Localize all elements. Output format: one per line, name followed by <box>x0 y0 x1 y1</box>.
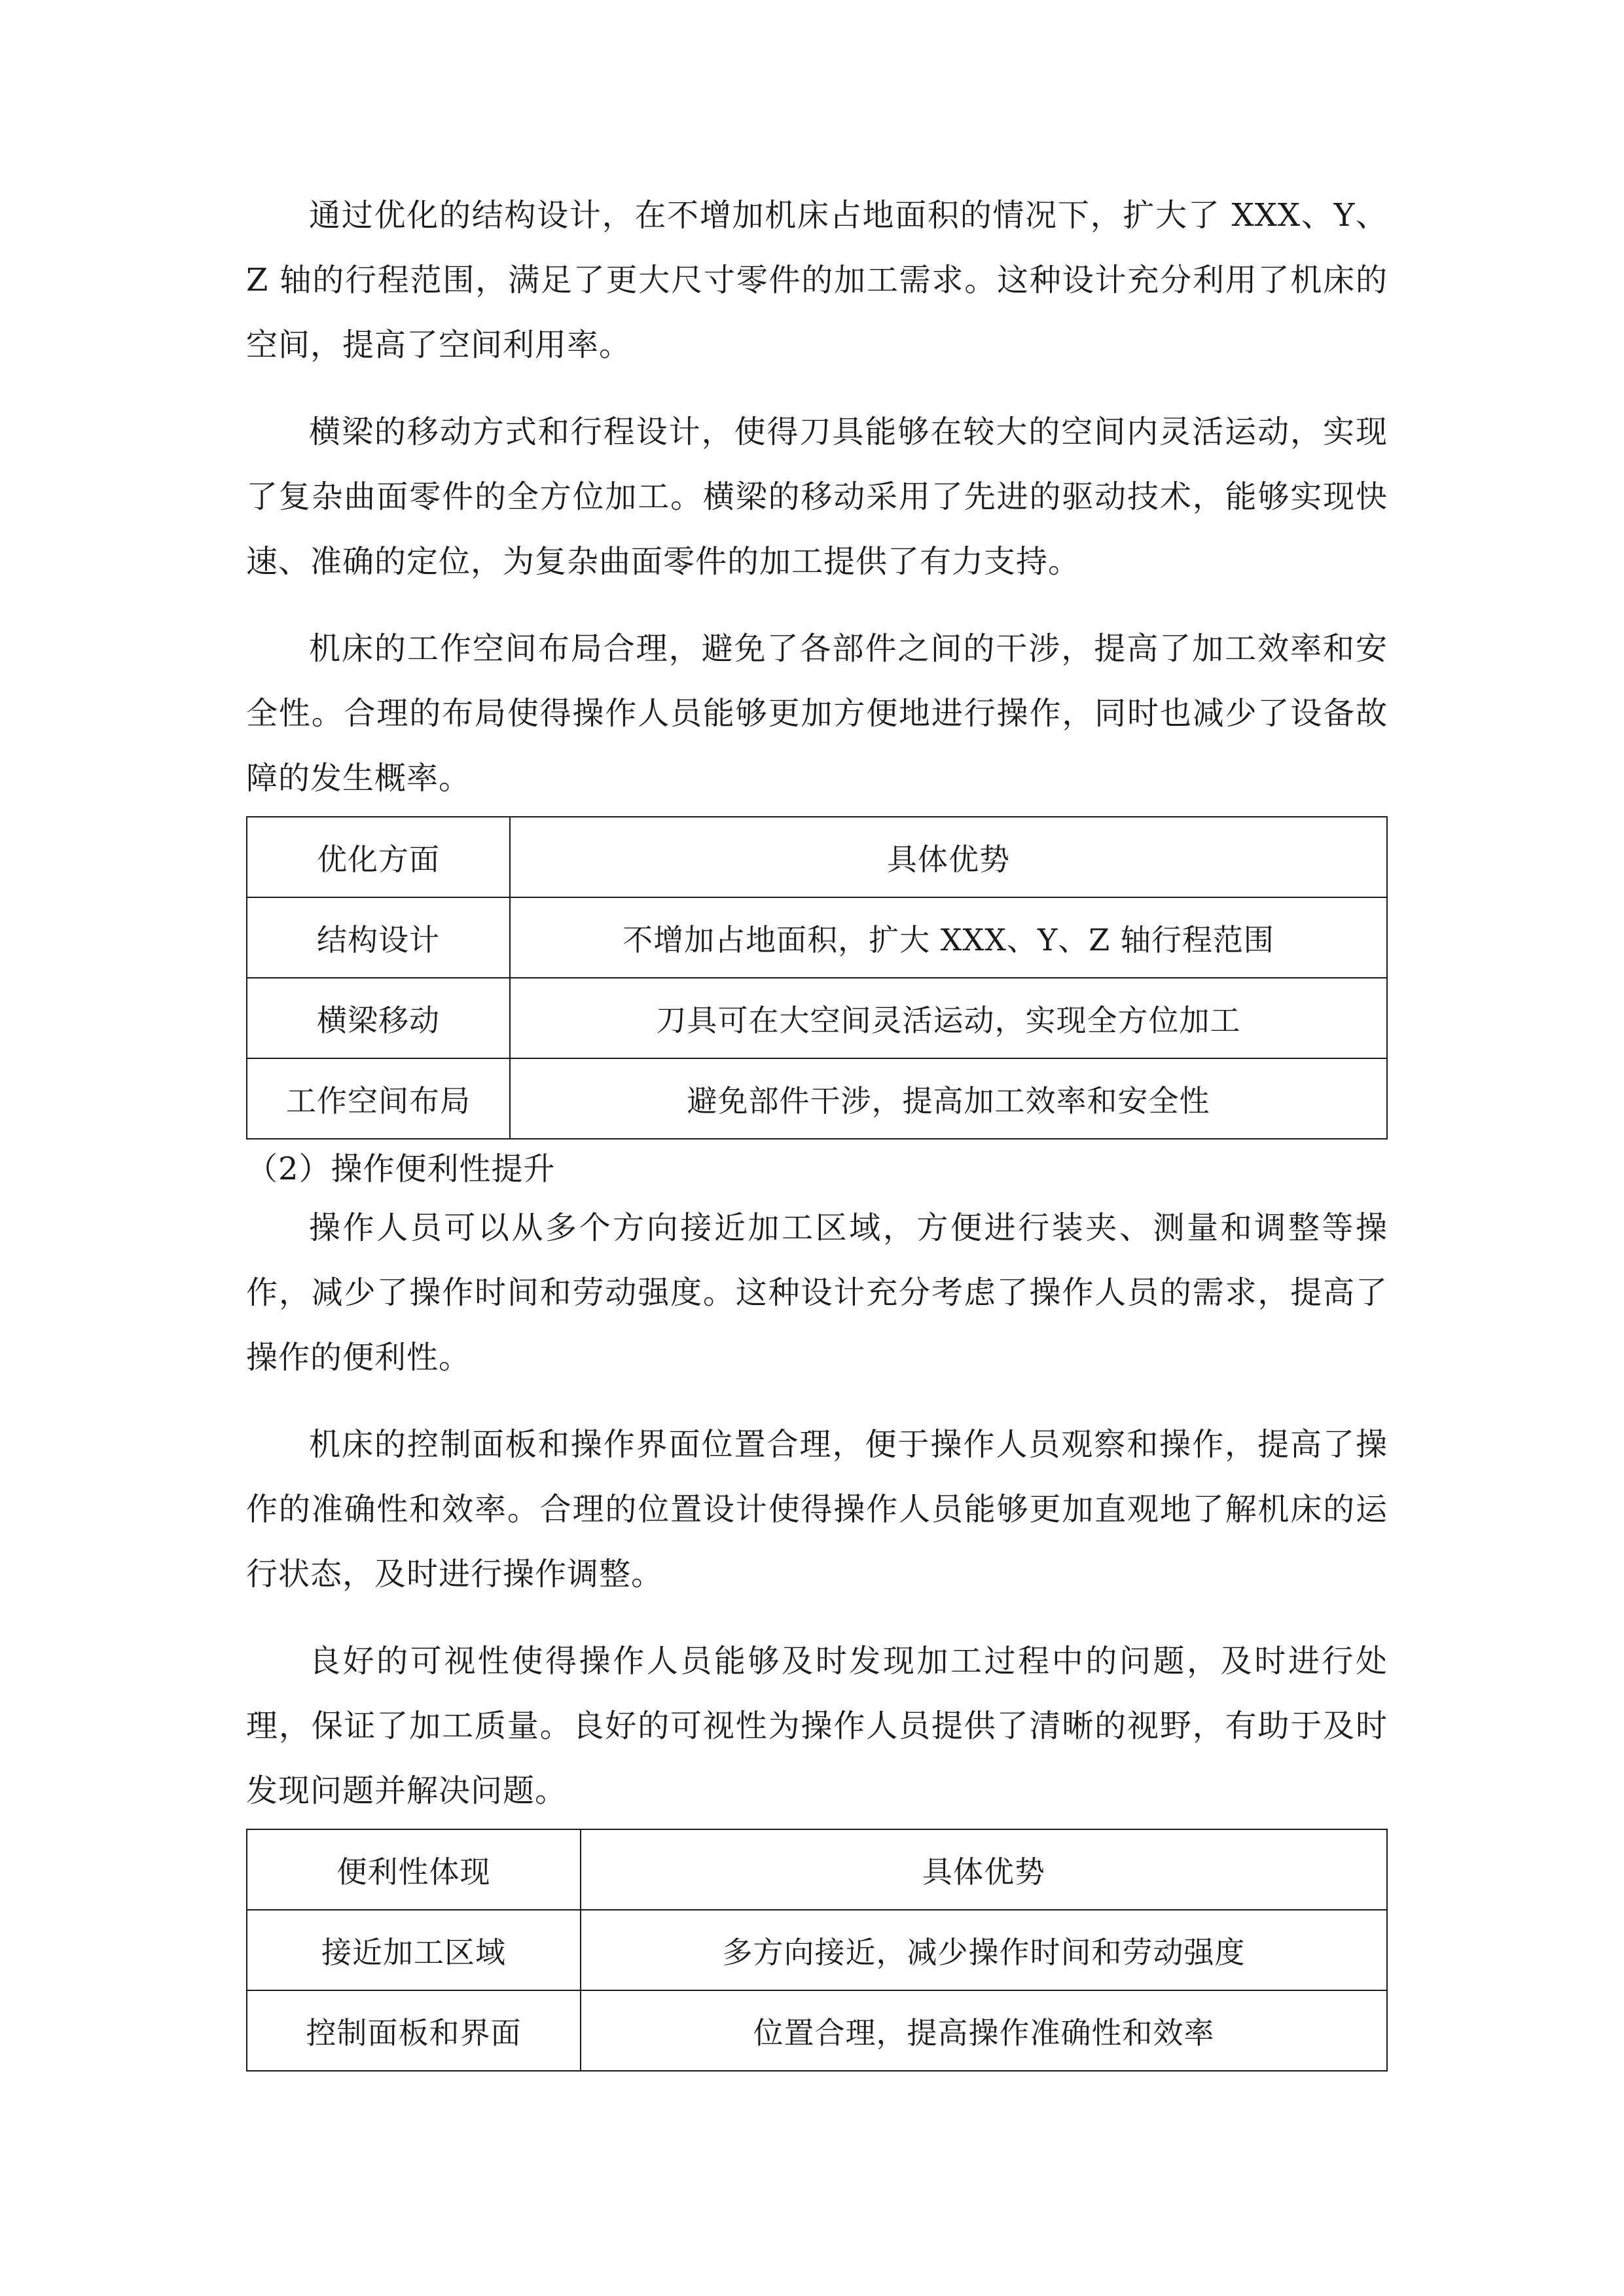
table-row <box>247 1058 1387 1139</box>
table-header-cell: 优化方面 <box>247 817 510 897</box>
optimization-table <box>246 816 1388 1139</box>
paragraph-workspace-layout: 机床的工作空间布局合理，避免了各部件之间的干涉，提高了加工效率和安全性。合理的布局使得操作人员能够更加方便地进行操作，同时也减少了设备故障的发生概率。 <box>246 630 1388 797</box>
paragraph-control-panel: 机床的控制面板和操作界面位置合理，便于操作人员观察和操作，提高了操作的准确性和效率。合理的位置设计使得操作人员能够更加直观地了解机床的运行状态，及时进行操作调整。 <box>246 1426 1388 1592</box>
convenience-table <box>246 1829 1388 2072</box>
table-header-cell: 便利性体现 <box>247 1829 581 1910</box>
table-cell: 刀具可在大空间灵活运动，实现全方位加工 <box>510 978 1387 1058</box>
table-cell: 接近加工区域 <box>247 1910 581 1990</box>
table-cell: 横梁移动 <box>247 978 510 1058</box>
table-header-row <box>247 817 1387 897</box>
section-heading: （2）操作便利性提升 <box>246 1151 556 1187</box>
table-cell: 位置合理，提高操作准确性和效率 <box>581 1990 1387 2071</box>
table-cell: 控制面板和界面 <box>247 1990 581 2071</box>
table-cell: 避免部件干涉，提高加工效率和安全性 <box>510 1058 1387 1139</box>
table-row <box>247 1990 1387 2071</box>
table-row <box>247 1910 1387 1990</box>
paragraph-visibility: 良好的可视性使得操作人员能够及时发现加工过程中的问题，及时进行处理，保证了加工质量。良好的可视性为操作人员提供了清晰的视野，有助于及时发现问题并解决问题。 <box>246 1643 1388 1809</box>
paragraph-crossbeam-movement: 横梁的移动方式和行程设计，使得刀具能够在较大的空间内灵活运动，实现了复杂曲面零件的全方位加工。横梁的移动采用了先进的驱动技术，能够实现快速、准确的定位，为复杂曲面零件的加工提供了有力支持。 <box>246 414 1388 580</box>
table-row <box>247 897 1387 978</box>
spacer <box>246 1139 1388 1146</box>
table-header-row <box>247 1829 1387 1910</box>
table-header-cell: 具体优势 <box>581 1829 1387 1910</box>
table-row <box>247 978 1387 1058</box>
paragraph-structure-design: 通过优化的结构设计，在不增加机床占地面积的情况下，扩大了 XXX、Y、Z 轴的行程范围，满足了更大尺寸零件的加工需求。这种设计充分利用了机床的空间，提高了空间利用率。 <box>246 197 1388 363</box>
paragraph-access-area: 操作人员可以从多个方向接近加工区域，方便进行装夹、测量和调整等操作，减少了操作时间和劳动强度。这种设计充分考虑了操作人员的需求，提高了操作的便利性。 <box>246 1210 1388 1376</box>
document-page <box>246 183 1388 2072</box>
table-header-cell: 具体优势 <box>510 817 1387 897</box>
table-cell: 不增加占地面积，扩大 XXX、Y、Z 轴行程范围 <box>510 897 1387 978</box>
table-cell: 多方向接近，减少操作时间和劳动强度 <box>581 1910 1387 1990</box>
table-cell: 结构设计 <box>247 897 510 978</box>
table-cell: 工作空间布局 <box>247 1058 510 1139</box>
